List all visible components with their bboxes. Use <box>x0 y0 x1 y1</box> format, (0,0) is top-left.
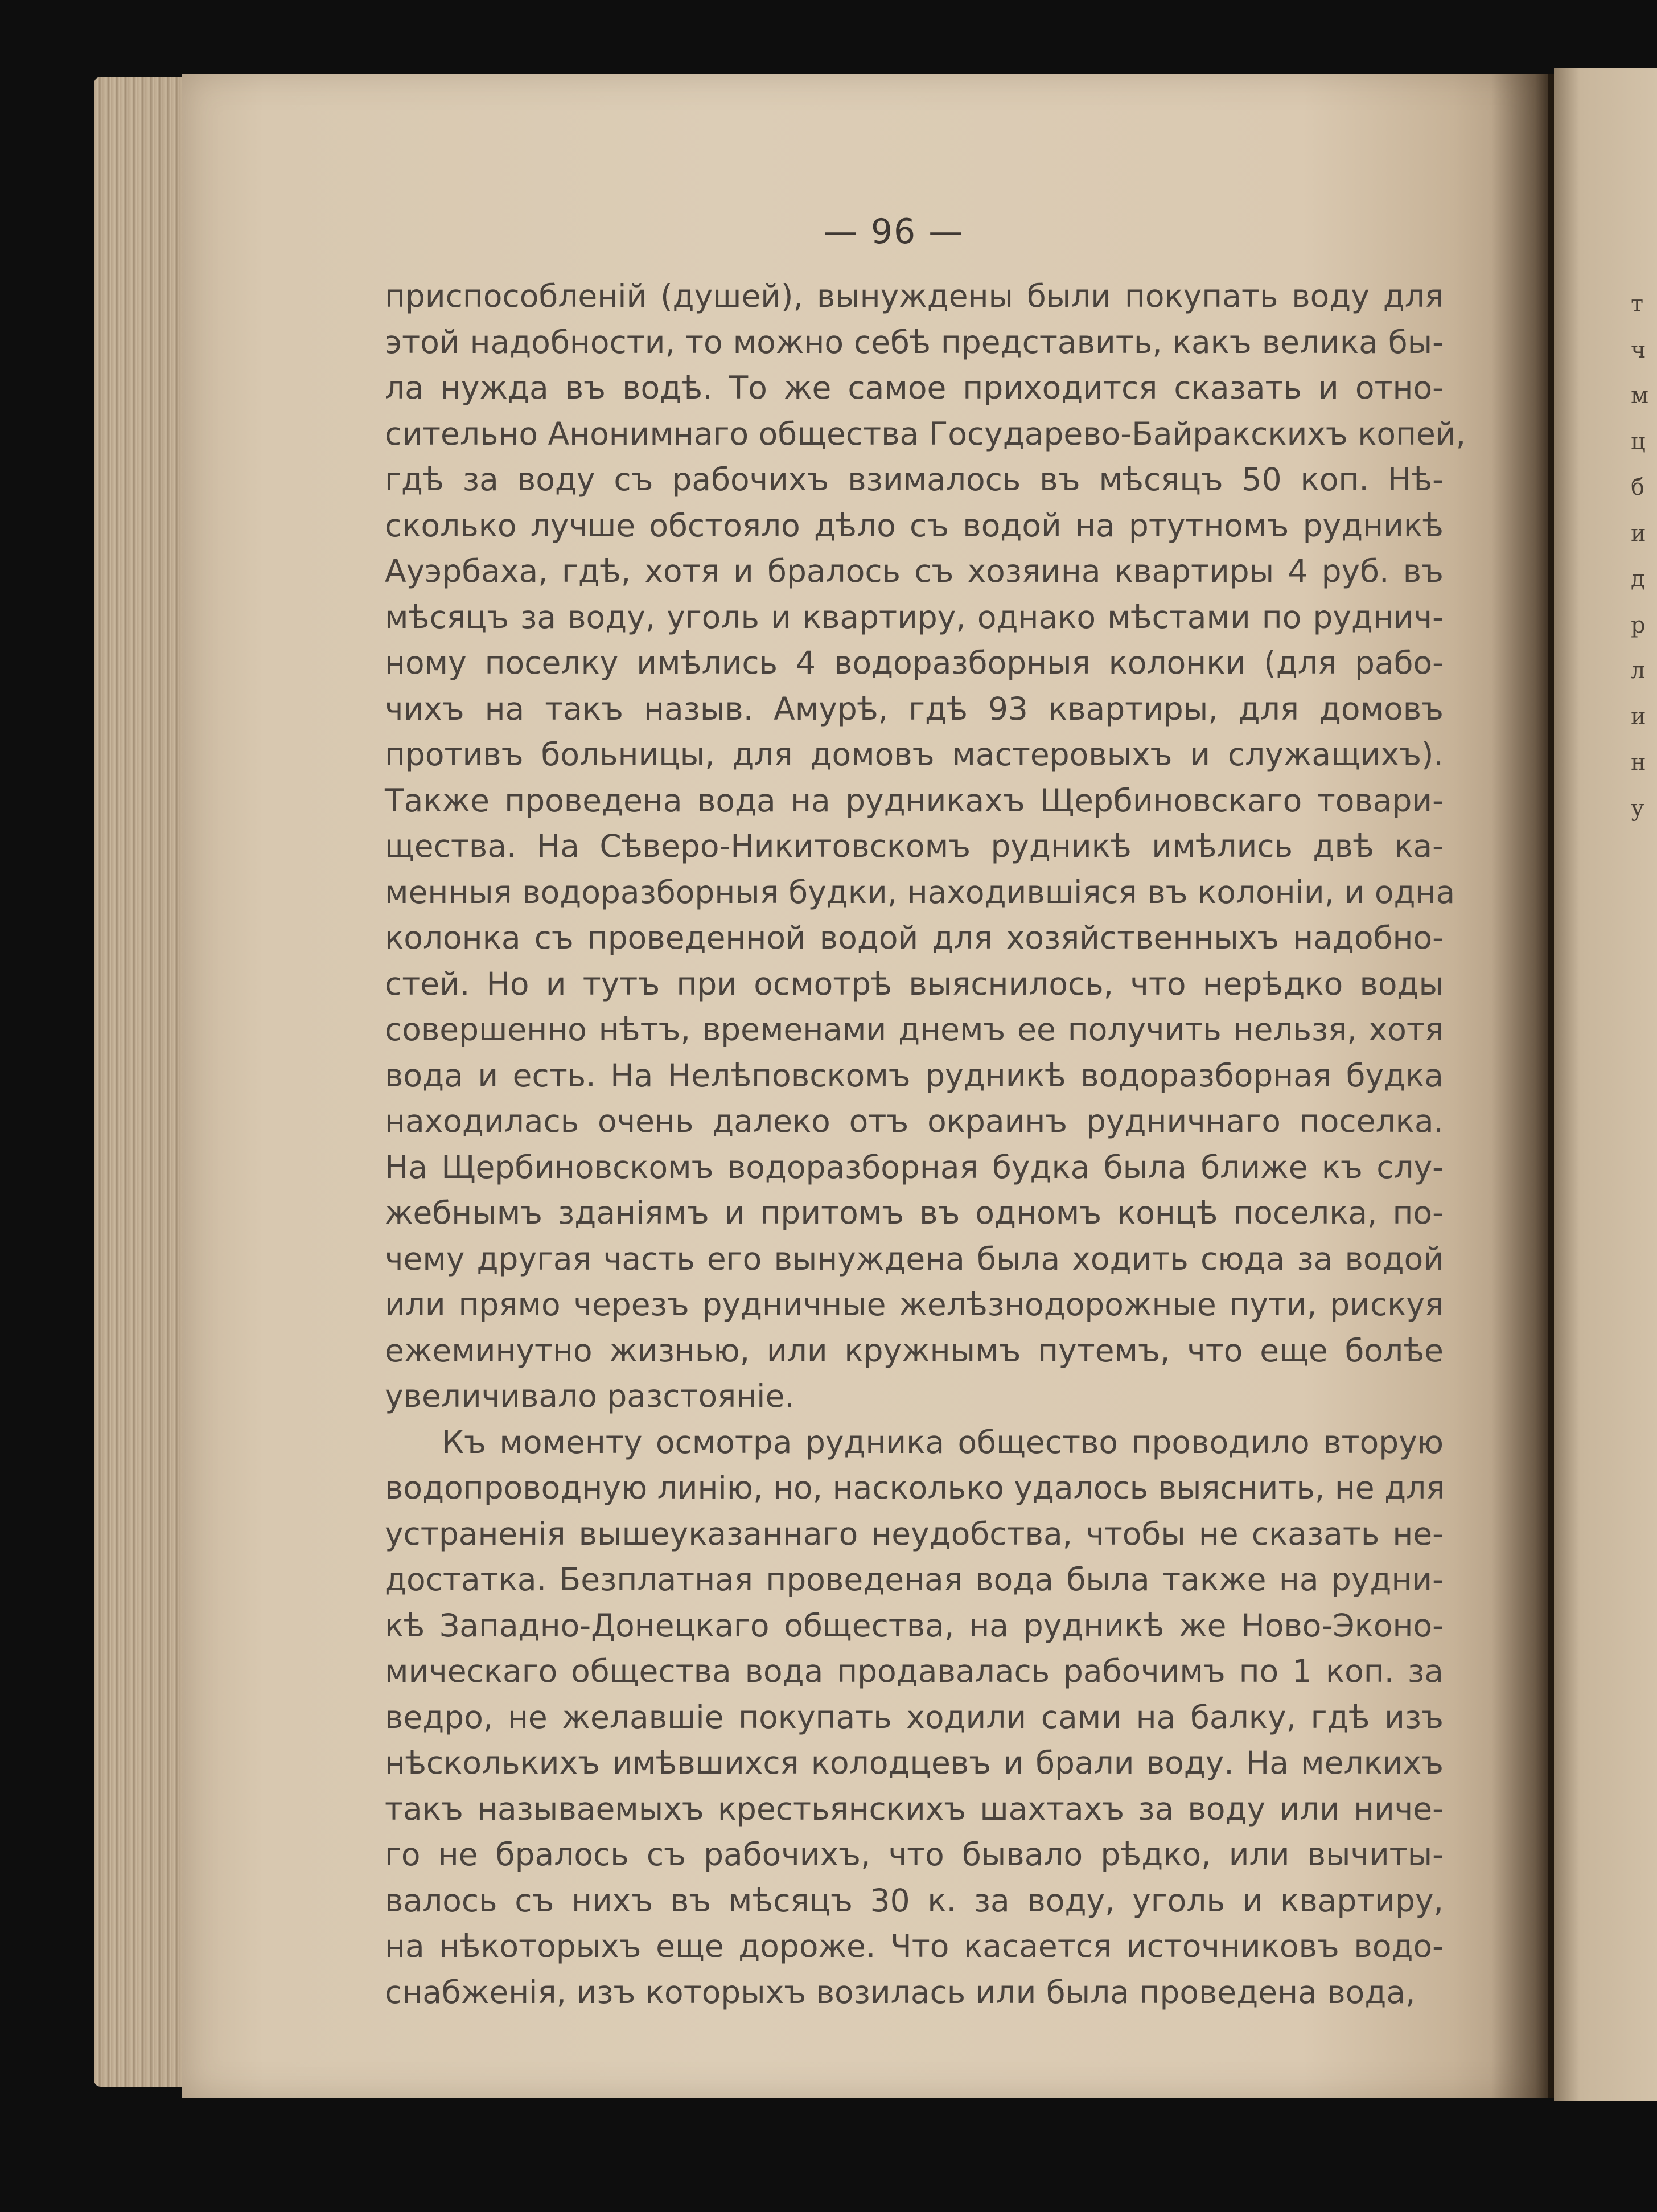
text-line: Также проведена вода на рудникахъ Щербиновскаго товари- <box>385 782 1444 819</box>
text-line: Къ моменту осмотра рудника общество проводило вторую <box>442 1423 1444 1460</box>
facing-page-line: л <box>1631 658 1646 684</box>
text-line: мѣсяцъ за воду, уголь и квартиру, однако мѣстами по руднич- <box>385 598 1444 635</box>
text-line: такъ называемыхъ крестьянскихъ шахтахъ за воду или ниче- <box>385 1790 1444 1827</box>
text-line: Ауэрбаха, гдѣ, хотя и бралось съ хозяина квартиры 4 руб. въ <box>385 553 1444 589</box>
text-line: приспособленій (душей), вынуждены были покупать воду для <box>385 278 1444 314</box>
text-line: На Щербиновскомъ водоразборная будка была ближе къ слу- <box>385 1148 1444 1185</box>
text-line: находилась очень далеко отъ окраинъ рудничнаго поселка. <box>385 1103 1444 1139</box>
text-line: достатка. Безплатная проведеная вода была также на рудни- <box>385 1561 1444 1598</box>
text-line: валось съ нихъ въ мѣсяцъ 30 к. за воду, уголь и квартиру, <box>385 1882 1444 1919</box>
text-line: сительно Анонимнаго общества Государево-Байракскихъ копей, <box>385 415 1466 452</box>
text-line: этой надобности, то можно себѣ представить, какъ велика бы- <box>385 323 1444 360</box>
text-line: чихъ на такъ назыв. Амурѣ, гдѣ 93 квартиры, для домовъ <box>385 690 1444 727</box>
facing-page-line: ц <box>1631 428 1646 455</box>
text-line: совершенно нѣтъ, временами днемъ ее получить нельзя, хотя <box>385 1011 1444 1048</box>
text-line: увеличивало разстояніе. <box>385 1378 795 1414</box>
facing-page-line: у <box>1631 795 1644 822</box>
text-line: стей. Но и тутъ при осмотрѣ выяснилось, что нерѣдко воды <box>385 965 1444 1002</box>
page-number: — 96 — <box>823 212 964 252</box>
text-line: кѣ Западно-Донецкаго общества, на рудникѣ же Ново-Эконо- <box>385 1607 1444 1644</box>
text-line: ведро, не желавшіе покупать ходили сами на балку, гдѣ изъ <box>385 1698 1444 1735</box>
text-line: вода и есть. На Нелѣповскомъ рудникѣ водоразборная будка <box>385 1057 1444 1094</box>
text-line: устраненія вышеуказаннаго неудобства, чтобы не сказать не- <box>385 1515 1444 1552</box>
facing-page <box>1554 68 1657 2101</box>
text-line: нѣсколькихъ имѣвшихся колодцевъ и брали воду. На мелкихъ <box>385 1745 1444 1781</box>
text-line: гдѣ за воду съ рабочихъ взималось въ мѣсяцъ 50 коп. Нѣ- <box>385 461 1444 498</box>
text-line: щества. На Сѣверо-Никитовскомъ рудникѣ имѣлись двѣ ка- <box>385 828 1444 864</box>
body-text <box>385 273 1466 2015</box>
page-edges-stack <box>94 77 194 2087</box>
facing-page-line: т <box>1631 291 1644 317</box>
text-line: или прямо черезъ рудничные желѣзнодорожные пути, рискуя <box>385 1286 1444 1323</box>
text-line: противъ больницы, для домовъ мастеровыхъ и служащихъ). <box>385 736 1444 773</box>
text-line: на нѣкоторыхъ еще дороже. Что касается источниковъ водо- <box>385 1928 1444 1964</box>
text-line: ла нужда въ водѣ. То же самое приходится сказать и отно- <box>385 370 1444 406</box>
facing-page-line: д <box>1631 566 1645 592</box>
facing-page-line: и <box>1631 520 1646 547</box>
facing-page-line: и <box>1631 703 1646 730</box>
facing-page-line: р <box>1631 612 1646 638</box>
text-line: мическаго общества вода продавалась рабочимъ по 1 коп. за <box>385 1653 1444 1689</box>
facing-page-line: б <box>1631 474 1645 500</box>
book-gutter-shadow <box>1491 74 1554 2098</box>
text-line: жебнымъ зданіямъ и притомъ въ одномъ концѣ поселка, по- <box>385 1195 1444 1231</box>
text-line: сколько лучше обстояло дѣло съ водой на ртутномъ рудникѣ <box>385 507 1444 544</box>
text-line: ежеминутно жизнью, или кружнымъ путемъ, что еще болѣе <box>385 1332 1444 1369</box>
facing-page-line: ч <box>1631 336 1646 363</box>
facing-page-line: н <box>1631 749 1646 775</box>
facing-page-line: м <box>1631 383 1649 409</box>
text-line: колонка съ проведенной водой для хозяйственныхъ надобно- <box>385 920 1444 956</box>
text-line: снабженія, изъ которыхъ возилась или была проведена вода, <box>385 1973 1416 2010</box>
text-line: го не бралось съ рабочихъ, что бывало рѣдко, или вычиты- <box>385 1836 1444 1873</box>
text-line: водопроводную линію, но, насколько удалось выяснить, не для <box>385 1470 1445 1506</box>
text-line: чему другая часть его вынуждена была ходить сюда за водой <box>385 1240 1444 1277</box>
text-line: ному поселку имѣлись 4 водоразборныя колонки (для рабо- <box>385 645 1444 681</box>
text-line: менныя водоразборныя будки, находившіяся въ колоніи, и одна <box>385 873 1455 910</box>
